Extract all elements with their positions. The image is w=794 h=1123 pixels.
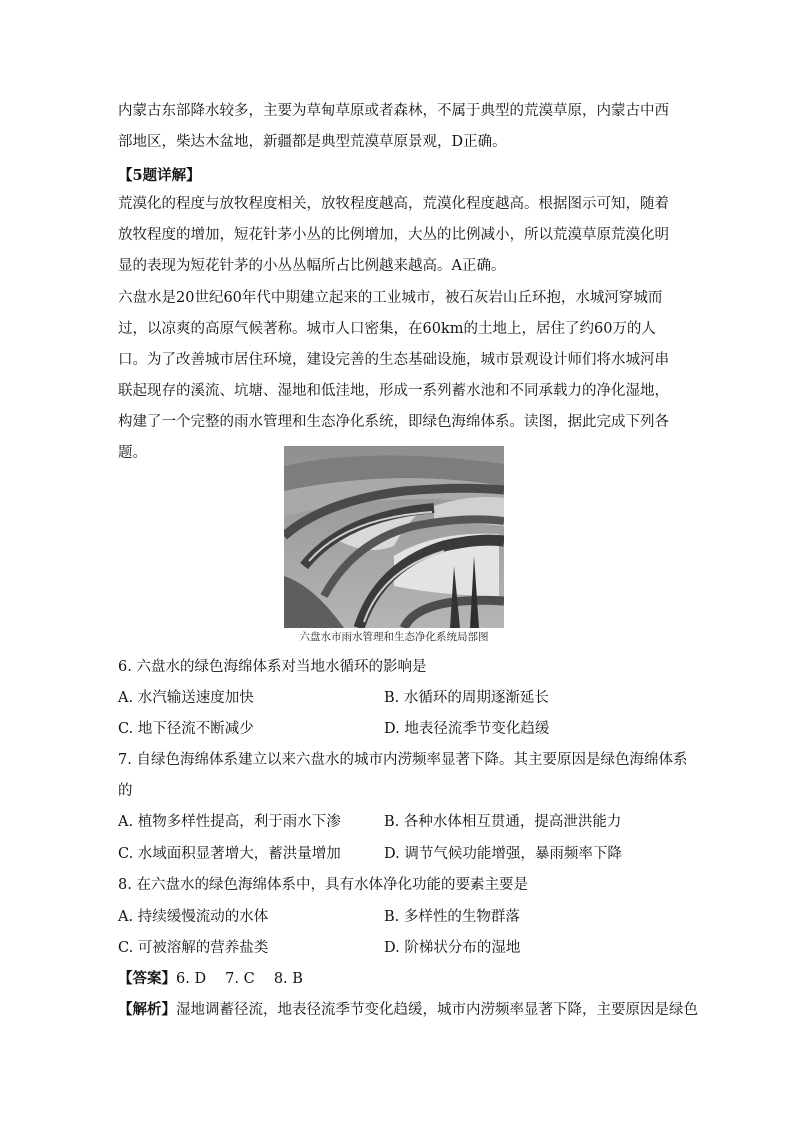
question-6-option-b: B. 水循环的周期逐渐延长 [384,690,549,706]
question-8-option-d: D. 阶梯状分布的湿地 [384,940,521,956]
question-7-stem: 7. 自绿色海绵体系建立以来六盘水的城市内涝频率显著下降。其主要原因是绿色海绵体系 [118,752,688,768]
q5-detail-header: 【5题详解】 [118,167,201,184]
terraced-wetland-illustration [284,446,504,628]
question-6-option-a: A. 水汽输送速度加快 [118,690,254,706]
question-7-stem-continued: 的 [118,783,133,799]
question-6-option-d: D. 地表径流季节变化趋缓 [384,721,550,737]
question-8-option-a: A. 持续缓慢流动的水体 [118,909,269,925]
analysis-line [118,998,698,1019]
question-7-option-b: B. 各种水体相互贯通，提高泄洪能力 [384,814,622,830]
analysis-text: 湿地调蓄径流，地表径流季节变化趋缓，城市内涝频率显著下降，主要原因是绿色 [176,1002,698,1018]
answer-text: 6. D 7. C 8. B [176,971,303,987]
question-7-option-c: C. 水域面积显著增大，蓄洪量增加 [118,846,341,862]
question-6-option-c: C. 地下径流不断减少 [118,721,254,737]
answer-label: 【答案】 [118,970,176,987]
answer-line [118,967,303,988]
terraced-wetland-photo [284,446,504,628]
analysis-label: 【解析】 [118,1001,176,1018]
question-7-option-a: A. 植物多样性提高，利于雨水下渗 [118,814,341,830]
figure-caption: 六盘水市雨水管理和生态净化系统局部图 [299,631,489,643]
paragraph-q4-conclusion: 内蒙古东部降水较多，主要为草甸草原或者森林，不属于典型的荒漠草原，内蒙古中西部地区，柴达木盆地，新疆都是典型荒漠草原景观，D正确。 [118,103,669,150]
paragraph-liupanshui-intro: 六盘水是20世纪60年代中期建立起来的工业城市，被石灰岩山丘环抱，水城河穿城而过，以凉爽的高原气候著称。城市人口密集，在60km的土地上，居住了约60万的人口。为了改善城市居住环境，建设完善的生态基础设施，城市景观设计师们将水城河串联起现存的溪流、坑塘、湿地和低洼地，形成一系列蓄水池和不同承载力的净化湿地，构建了一个完整的雨水管理和生态净化系统，即绿色海绵体系。读图，据此完成下列各题。 [118,290,669,461]
question-7-option-d: D. 调节气候功能增强，暴雨频率下降 [384,846,622,862]
question-8-stem: 8. 在六盘水的绿色海绵体系中，具有水体净化功能的要素主要是 [118,877,528,893]
question-8-option-b: B. 多样性的生物群落 [384,909,520,925]
question-8-option-c: C. 可被溶解的营养盐类 [118,940,269,956]
question-6-stem: 6. 六盘水的绿色海绵体系对当地水循环的影响是 [118,659,427,675]
paragraph-q5-explanation: 荒漠化的程度与放牧程度相关，放牧程度越高，荒漠化程度越高。根据图示可知，随着放牧程度的增加，短花针茅小丛的比例增加，大丛的比例减小，所以荒漠草原荒漠化明显的表现为短花针茅的小丛丛幅所占比例越来越高。A正确。 [118,196,669,274]
